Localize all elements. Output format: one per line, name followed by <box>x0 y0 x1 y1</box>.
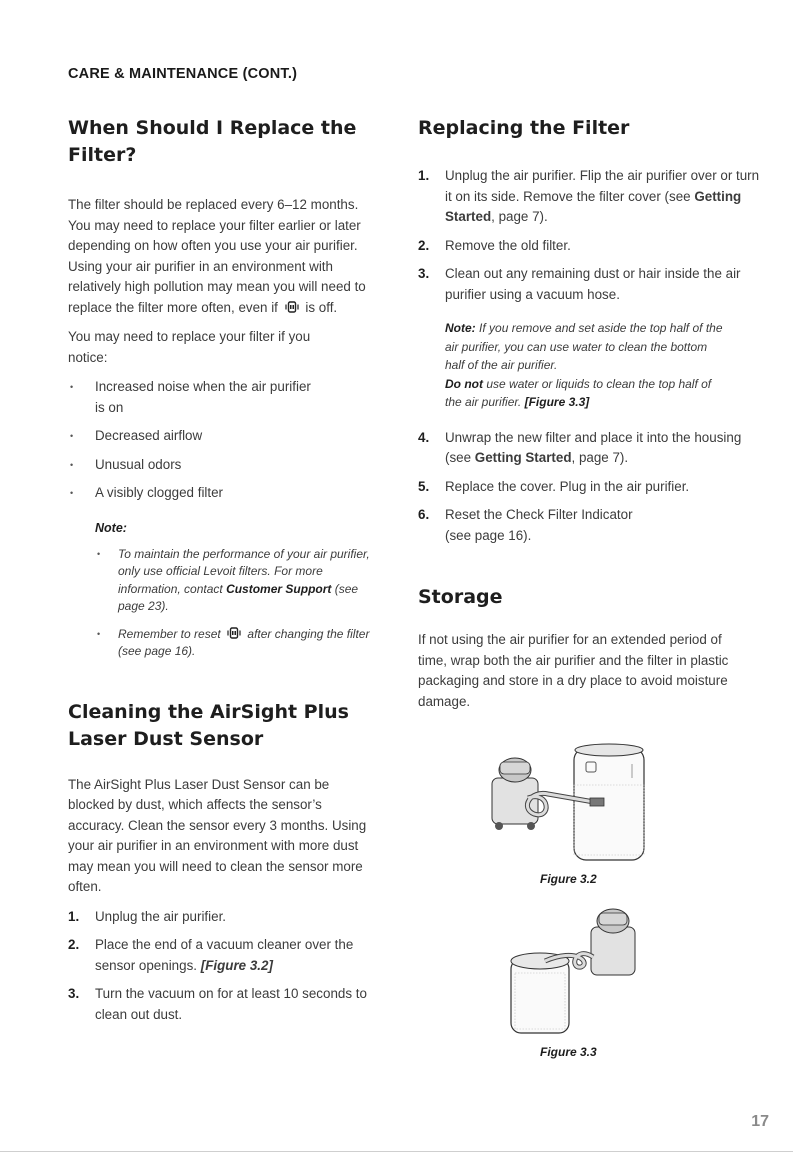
note-item <box>95 546 373 616</box>
note-text: after changing the filter (see page 16). <box>118 626 370 658</box>
step-item <box>418 477 763 498</box>
step-text: Replace the cover. Plug in the air purifier. <box>445 478 690 494</box>
storage-paragraph: If not using the air purifier for an extended period of time, wrap both the air purifier and the filter in plastic packaging and store in a dry place to avoid moisture damage. <box>418 632 729 709</box>
filter-reset-icon <box>285 300 299 314</box>
replacing-note <box>445 319 725 412</box>
bottom-rule <box>0 1151 793 1152</box>
step-number: 4. <box>418 429 430 445</box>
storage-title: Storage <box>418 586 503 608</box>
cleaning-paragraph: The AirSight Plus Laser Dust Sensor can be blocked by dust, which affects the sensor’s accuracy. Clean the sensor every 3 months. Using your air purifier in an environment with more dust may mean you will need to clean the sensor more often. <box>68 776 367 894</box>
section-header: CARE & MAINTENANCE (CONT.) <box>68 66 298 82</box>
para-text-end: is off. <box>305 299 338 315</box>
right-column <box>418 115 763 712</box>
symptom-list <box>68 377 318 504</box>
figure-3-3-illustration <box>505 905 655 1035</box>
step-number: 5. <box>418 478 430 494</box>
replacing-steps <box>418 166 763 305</box>
step-text: Remove the old filter. <box>445 237 571 253</box>
page-number: 17 <box>751 1113 769 1130</box>
notice-intro: You may need to replace your filter if you notice: <box>68 329 311 365</box>
cleaning-steps <box>68 907 373 1026</box>
step-number: 6. <box>418 507 430 522</box>
step-number: 3. <box>68 986 80 1001</box>
step-number: 3. <box>418 266 430 281</box>
figure-3-3-caption: Figure 3.3 <box>540 1045 597 1059</box>
note-item <box>95 626 373 661</box>
replacing-steps-continued <box>418 428 763 547</box>
step-number: 1. <box>68 908 80 924</box>
step-text: Place the end of a vacuum cleaner over the sensor openings. <box>95 937 354 973</box>
step-number: 2. <box>418 237 430 253</box>
step-item <box>68 984 373 1025</box>
step-text: Unplug the air purifier. <box>95 908 227 924</box>
step-number: 2. <box>68 937 80 952</box>
replace-filter-paragraph <box>68 195 373 318</box>
note-label: Note: <box>445 321 476 335</box>
step-text: Reset the Check Filter Indicator (see page 16). <box>445 507 633 543</box>
note-text: use water or liquids to clean the top half of the air purifier. <box>445 376 712 409</box>
left-column <box>68 115 373 1033</box>
step-item <box>68 907 373 928</box>
step-item <box>418 428 763 469</box>
note-text: If you remove and set aside the top half of the air purifier, you can use water to clean the bottom half of the air purifier. <box>445 321 723 372</box>
list-item: • A visibly clogged filter <box>68 483 318 504</box>
step-text: Unwrap the new filter and place it into the housing (see <box>445 429 742 465</box>
figure-3-2-caption: Figure 3.2 <box>540 872 597 886</box>
note-title: Note: <box>95 520 127 535</box>
step-item <box>418 264 763 305</box>
customer-support-link: Customer Support <box>226 581 332 596</box>
para-text: The filter should be replaced every 6–12 months. You may need to replace your filter earlier or later depending on how often you use your air purifier. Using your air purifier in an environment with relatively high pollution may mean you will need to replace the filter more often, even if <box>68 197 366 315</box>
step-text: Clean out any remaining dust or hair inside the air purifier using a vacuum hose. <box>445 266 741 302</box>
list-item: • Unusual odors <box>68 455 318 476</box>
figure-reference: [Figure 3.2] <box>200 957 273 973</box>
step-text: Turn the vacuum on for at least 10 seconds to clean out dust. <box>95 986 367 1022</box>
step-text: Unplug the air purifier. Flip the air purifier over or turn it on its side. Remove the filter cover (see <box>445 168 760 204</box>
note-text: To maintain the performance of your air purifier, only use official Levoit filters. For more information, contact <box>118 546 370 596</box>
note-list <box>95 546 373 661</box>
list-item: • Decreased airflow <box>68 426 318 447</box>
filter-reset-icon <box>227 626 241 640</box>
step-number: 1. <box>418 168 430 183</box>
step-item <box>418 505 648 546</box>
step-item <box>418 166 763 228</box>
note-text: Remember to reset <box>118 626 221 641</box>
step-text-end: , page 7). <box>491 209 548 224</box>
list-item: • Increased noise when the air purifier is on <box>68 377 318 418</box>
do-not-label: Do not <box>445 376 483 391</box>
figure-reference: [Figure 3.3] <box>524 395 590 409</box>
step-item <box>418 236 763 257</box>
replacing-title: Replacing the Filter <box>418 117 630 139</box>
step-item <box>68 935 373 976</box>
getting-started-ref: Getting Started <box>474 450 572 465</box>
cleaning-title: Cleaning the AirSight Plus Laser Dust Sensor <box>68 700 349 750</box>
step-text-end: , page 7). <box>571 450 629 465</box>
getting-started-ref: Getting Started <box>445 188 742 224</box>
figure-3-2-illustration <box>490 740 660 865</box>
note-text: (see page 23). <box>118 581 359 613</box>
replace-filter-title: When Should I Replace the Filter? <box>68 117 357 166</box>
